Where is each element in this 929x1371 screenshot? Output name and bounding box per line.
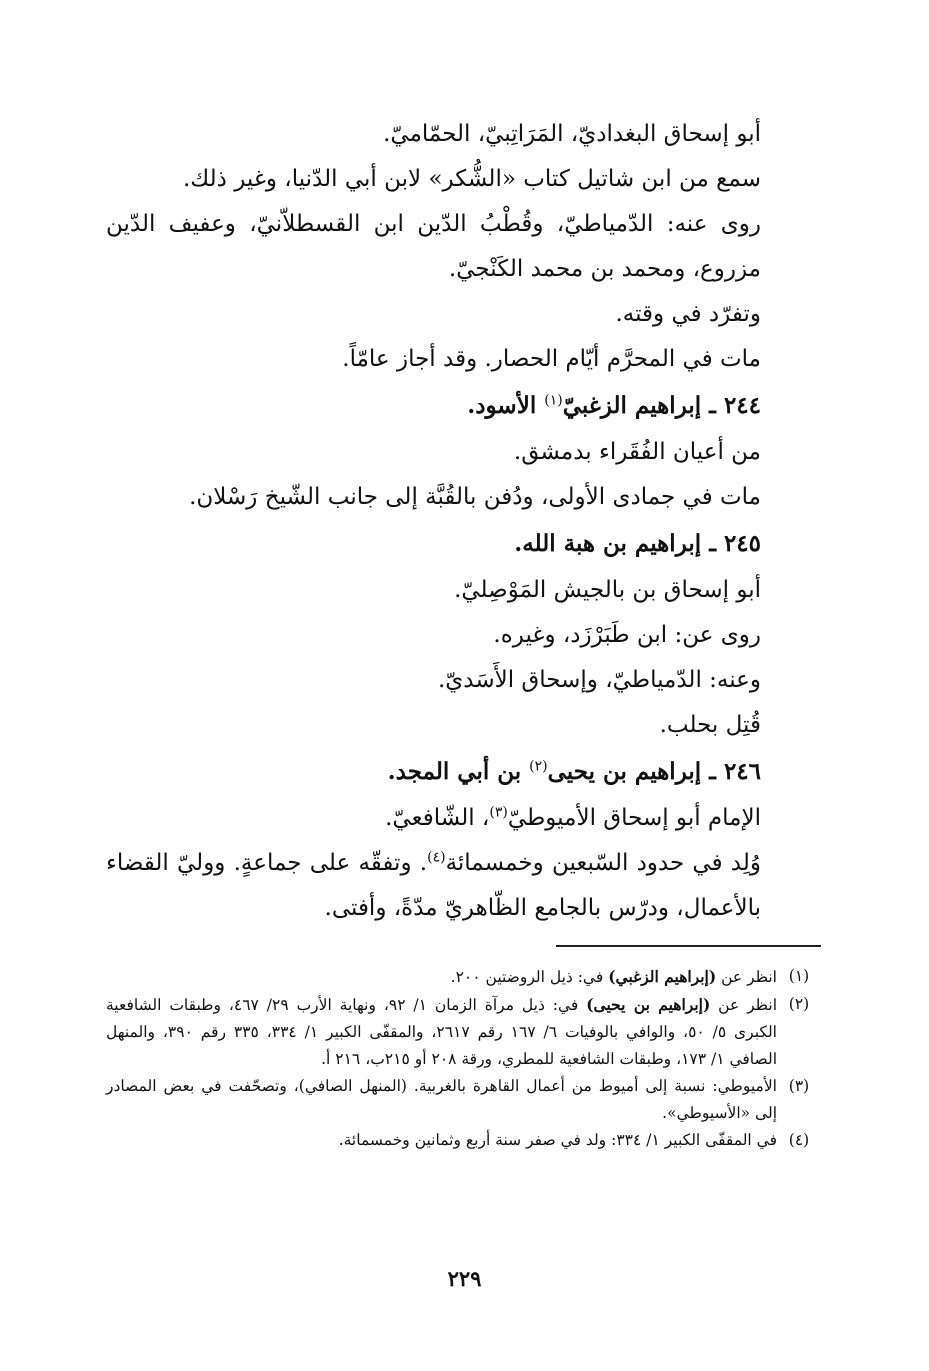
paragraph: مات في المحرَّم أيّام الحصار. وقد أجاز عامّاً. (342, 346, 761, 372)
paragraph-text: الإمام أبو إسحاق الأميوطيّ (507, 805, 761, 831)
footnote-number: (٣) (788, 1077, 810, 1095)
footnote (106, 963, 821, 991)
footnote-text (106, 991, 777, 1073)
footnote-text-part: انظر عن (710, 996, 777, 1014)
footnote-text: الأميوطي: نسبة إلى أميوط من أعمال القاهرة بالغربية. (المنهل الصافي)، وتصحّفت في بعض المصادر إلى «الأسيوطي». (106, 1077, 777, 1122)
paragraph: من أعيان الفُقَراء بدمشق. (513, 439, 761, 465)
footnote-subject: (إبراهيم الزغبي) (608, 967, 717, 986)
paragraph: سمع من ابن شاتيل كتاب «الشُّكر» لابن أبي الدّنيا، وغير ذلك. (182, 166, 761, 192)
entry-heading-246 (106, 748, 821, 796)
footnote-marker: (٤) (427, 849, 446, 866)
footnote-text-part: في: ذيل مرآة الزمان ١/ ٩٢، ونهاية الأرب ٢٩/ ٤٦٧، وطبقات الشافعية الكبرى ٥/ ٥٠، والوافي بالوفيات ٦/ ١٦٧ رقم ٢٦١٧، والمقفّى الكبير ١/ ٣٣٤، ٣٣٥ رقم ٣٩٠، والمنهل الصافي ١/ ١٧٣، وطبقات الشافعية للمطري، ورقة ٢٠٨ أو ٢١٥ب، ٢١٦ أ. (106, 996, 777, 1068)
entry-heading-text: بن أبي المجد. (387, 758, 530, 785)
entry-heading-text: ٢٤٤ ـ إبراهيم الزغبيّ (562, 392, 761, 419)
paragraph-text: . وتفقّه على جماعةٍ. ووليّ القضاء بالأعمال، ودرّس بالجامع الظّاهريّ مدّةً، وأفتى. (106, 850, 761, 921)
footnote (106, 1127, 821, 1154)
paragraph (106, 796, 821, 841)
footnotes (106, 963, 821, 1154)
entry-heading-text: ٢٤٦ ـ إبراهيم بن يحيى (547, 758, 761, 785)
footnote-text-part: في: ذيل الروضتين ٢٠٠. (450, 968, 609, 986)
paragraph: أبو إسحاق البغداديّ، المَرَاتِبيّ، الحمّاميّ. (383, 121, 761, 147)
paragraph: مات في جمادى الأولى، ودُفن بالقُبَّة إلى جانب الشّيخ رَسْلان. (189, 484, 761, 510)
paragraph-text: ، الشّافعيّ. (385, 805, 490, 831)
footnote (106, 991, 821, 1073)
footnote-subject: (إبراهيم بن يحيى) (586, 995, 711, 1014)
page-number: ٢٢٩ (447, 1266, 482, 1291)
paragraph: وتفرّد في وقته. (615, 301, 761, 327)
footnote-number: (٤) (788, 1131, 810, 1149)
entry-heading-244 (106, 382, 821, 430)
footnote-marker: (١) (544, 392, 563, 409)
paragraph-text: وُلِد في حدود السّبعين وخمسمائة (445, 850, 761, 876)
paragraph: قُتِل بحلب. (659, 712, 761, 738)
paragraph (106, 841, 821, 931)
footnote-text-part: انظر عن (716, 968, 777, 986)
paragraph: وعنه: الدّمياطيّ، وإسحاق الأَسَديّ. (437, 667, 761, 693)
footnote-marker: (٣) (489, 804, 508, 821)
footnote-marker: (٢) (529, 758, 548, 775)
main-text (106, 112, 821, 931)
footnote (106, 1073, 821, 1127)
footnote-number: (١) (788, 967, 810, 985)
entry-heading-245: ٢٤٥ ـ إبراهيم بن هبة الله. (514, 530, 761, 557)
paragraph: أبو إسحاق بن بالجيش المَوْصِليّ. (454, 577, 761, 603)
entry-heading-text: الأسود. (467, 392, 545, 419)
footnote-text (106, 963, 777, 991)
paragraph: روى عنه: الدّمياطيّ، وقُطْبُ الدّين ابن القسطلاّنيّ، وعفيف الدّين مزروع، ومحمد بن محمد الكَنْجيّ. (106, 211, 761, 282)
footnote-number: (٢) (788, 995, 810, 1013)
paragraph: روى عن: ابن طَبَرْزَد، وغيره. (493, 622, 761, 648)
footnote-text: في المقفّى الكبير ١/ ٣٣٤: ولد في صفر سنة أربع وثمانين وخمسمائة. (338, 1131, 777, 1149)
footnote-separator (556, 945, 821, 947)
